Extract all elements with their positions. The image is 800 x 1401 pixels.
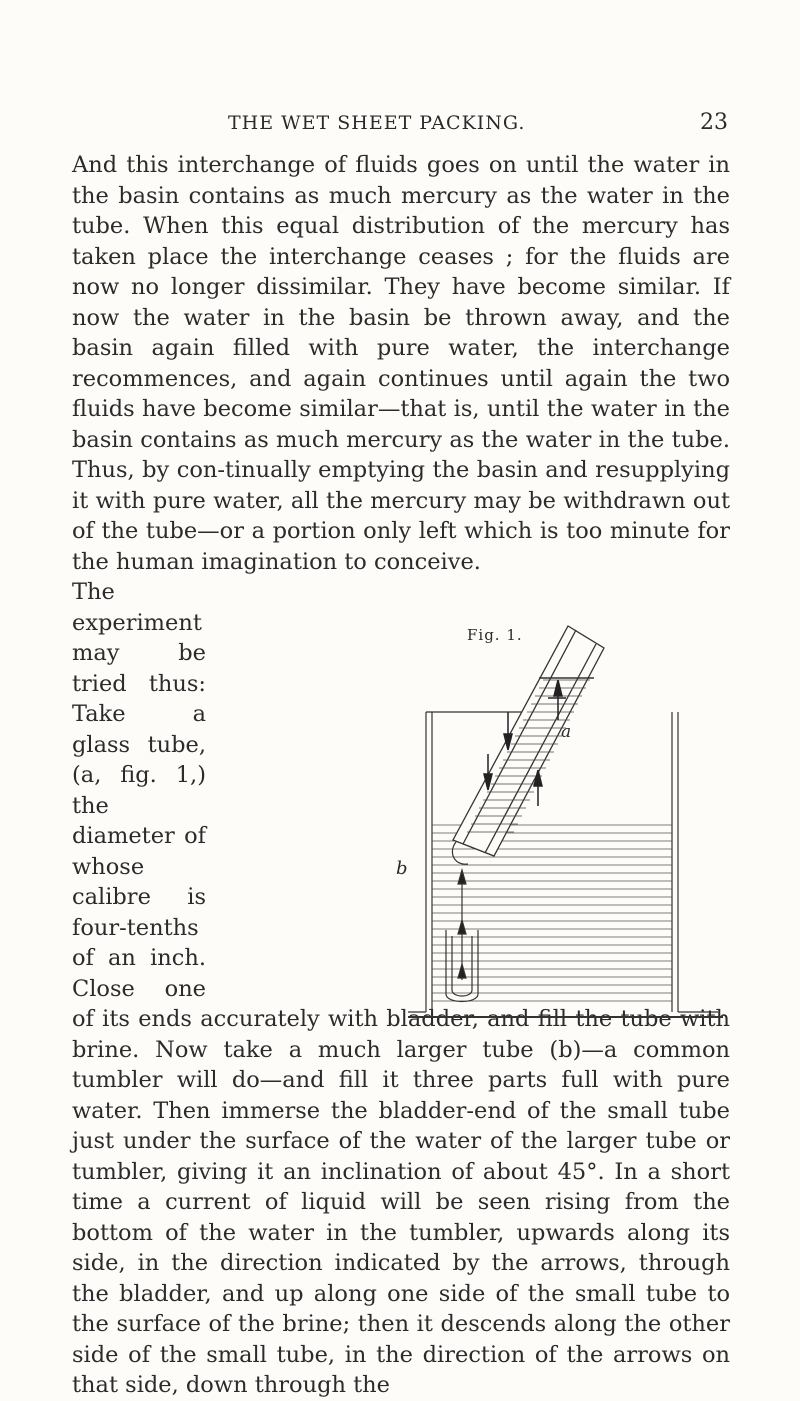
running-head: THE WET SHEET PACKING.	[228, 112, 526, 134]
water-lines	[432, 825, 672, 1001]
page-header	[0, 112, 800, 142]
figure-1-illustration	[408, 620, 738, 1050]
figure-caption: Fig. 1.	[467, 626, 523, 644]
figure-label-a: a	[561, 722, 572, 742]
page-number: 23	[700, 110, 728, 135]
paragraph-2-text: The experiment may be tried thus: Take a glass tube, (a, fig. 1,) the diameter of whose calibre is four-tenths of an inch. Close one of its ends accurately with bladder, and fill the tube with brine. Now take a much larger tube (b)—a common tumbler will do—and fill it three parts full with pure water. Then immerse the bladder-end of the small tube just under the surface of the water of the larger tube or tumbler, giving it an inclination of about 45°. In a short time a current of liquid will be seen rising from the bottom of the water in the tumbler, upwards along its side, in the direction indicated by the arrows, through the bladder, and up along one side of the small tube to the surface of the brine; then it descends along the other side of the small tube, in the direction of the arrows on that side, down through the	[72, 579, 730, 1398]
figure-label-b: b	[396, 858, 408, 879]
tumbler	[408, 712, 723, 1017]
glass-tube	[453, 626, 604, 856]
figure-space-top	[468, 577, 730, 591]
bladder-current	[446, 842, 478, 1002]
paragraph-1: And this interchange of fluids goes on until the water in the basin contains as much mercury as the water in the tube. When this equal distribution of the mercury has taken place the interchange ceases ; for the fluids are now no longer dissimilar. They have become similar. If now the water in the basin be thrown away, and the basin again filled with pure water, the interchange recommences, and again continues until again the two fluids have become similar—that is, until the water in the basin contains as much mercury as the water in the tube. Thus, by con-tinually emptying the basin and resupplying it with pure water, all the mercury may be withdrawn out of the tube—or a portion only left which is too minute for the human imagination to conceive.	[72, 152, 730, 575]
